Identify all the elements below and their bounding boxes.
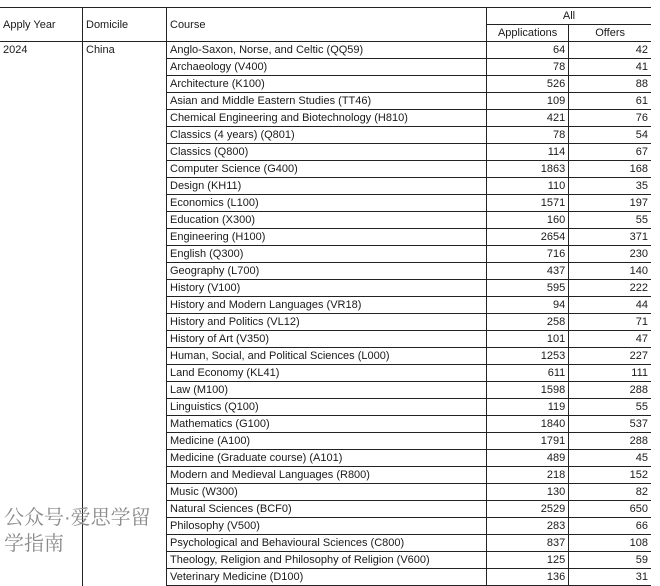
- domicile-cell: [83, 399, 167, 416]
- domicile-cell: [83, 263, 167, 280]
- course-cell: Asian and Middle Eastern Studies (TT46): [167, 93, 487, 110]
- applications-cell: 716: [487, 246, 569, 263]
- table-row: [0, 467, 651, 484]
- applications-cell: 1840: [487, 416, 569, 433]
- apply-year-cell: [0, 484, 83, 501]
- apply-year-cell: [0, 93, 83, 110]
- table-row: [0, 195, 651, 212]
- table-row: [0, 212, 651, 229]
- table-body: [0, 42, 651, 586]
- applications-cell: 94: [487, 297, 569, 314]
- applications-cell: 1571: [487, 195, 569, 212]
- course-cell: Anglo-Saxon, Norse, and Celtic (QQ59): [167, 42, 487, 59]
- applications-cell: 611: [487, 365, 569, 382]
- header-applications: Applications: [487, 25, 569, 42]
- applications-cell: 101: [487, 331, 569, 348]
- table-row: [0, 263, 651, 280]
- course-cell: Land Economy (KL41): [167, 365, 487, 382]
- table-row: [0, 178, 651, 195]
- offers-cell: 71: [569, 314, 651, 331]
- applications-cell: 258: [487, 314, 569, 331]
- apply-year-cell: [0, 569, 83, 586]
- domicile-cell: [83, 331, 167, 348]
- apply-year-cell: [0, 382, 83, 399]
- applications-cell: 526: [487, 76, 569, 93]
- course-cell: Linguistics (Q100): [167, 399, 487, 416]
- course-cell: Medicine (Graduate course) (A101): [167, 450, 487, 467]
- domicile-cell: [83, 127, 167, 144]
- applications-cell: 78: [487, 59, 569, 76]
- offers-cell: 230: [569, 246, 651, 263]
- offers-cell: 35: [569, 178, 651, 195]
- apply-year-cell: 2024: [0, 42, 83, 59]
- course-cell: History and Modern Languages (VR18): [167, 297, 487, 314]
- header-course: Course: [167, 8, 487, 42]
- offers-cell: 47: [569, 331, 651, 348]
- offers-cell: 67: [569, 144, 651, 161]
- table-row: [0, 501, 651, 518]
- course-cell: Modern and Medieval Languages (R800): [167, 467, 487, 484]
- apply-year-cell: [0, 501, 83, 518]
- applications-cell: 837: [487, 535, 569, 552]
- table-row: [0, 331, 651, 348]
- apply-year-cell: [0, 59, 83, 76]
- applications-cell: 119: [487, 399, 569, 416]
- domicile-cell: [83, 450, 167, 467]
- course-cell: Veterinary Medicine (D100): [167, 569, 487, 586]
- table-row: [0, 42, 651, 59]
- course-cell: Education (X300): [167, 212, 487, 229]
- domicile-cell: [83, 144, 167, 161]
- apply-year-cell: [0, 348, 83, 365]
- course-cell: Computer Science (G400): [167, 161, 487, 178]
- course-cell: Classics (4 years) (Q801): [167, 127, 487, 144]
- applications-cell: 437: [487, 263, 569, 280]
- offers-cell: 222: [569, 280, 651, 297]
- apply-year-cell: [0, 263, 83, 280]
- domicile-cell: [83, 314, 167, 331]
- domicile-cell: [83, 93, 167, 110]
- applications-cell: 109: [487, 93, 569, 110]
- offers-cell: 42: [569, 42, 651, 59]
- offers-cell: 55: [569, 212, 651, 229]
- apply-year-cell: [0, 314, 83, 331]
- apply-year-cell: [0, 280, 83, 297]
- domicile-cell: China: [83, 42, 167, 59]
- table-row: [0, 144, 651, 161]
- course-cell: Geography (L700): [167, 263, 487, 280]
- table-row: [0, 297, 651, 314]
- domicile-cell: [83, 212, 167, 229]
- offers-cell: 111: [569, 365, 651, 382]
- offers-cell: 59: [569, 552, 651, 569]
- applications-cell: 595: [487, 280, 569, 297]
- table-row: [0, 110, 651, 127]
- apply-year-cell: [0, 535, 83, 552]
- apply-year-cell: [0, 110, 83, 127]
- applications-cell: 1598: [487, 382, 569, 399]
- domicile-cell: [83, 416, 167, 433]
- course-cell: Human, Social, and Political Sciences (L000): [167, 348, 487, 365]
- course-cell: Mathematics (G100): [167, 416, 487, 433]
- offers-cell: 288: [569, 382, 651, 399]
- table-row: [0, 552, 651, 569]
- table-row: [0, 348, 651, 365]
- apply-year-cell: [0, 331, 83, 348]
- course-cell: History and Politics (VL12): [167, 314, 487, 331]
- course-cell: Philosophy (V500): [167, 518, 487, 535]
- table-row: [0, 535, 651, 552]
- course-cell: Medicine (A100): [167, 433, 487, 450]
- apply-year-cell: [0, 178, 83, 195]
- offers-cell: 61: [569, 93, 651, 110]
- course-cell: Economics (L100): [167, 195, 487, 212]
- domicile-cell: [83, 484, 167, 501]
- course-cell: Classics (Q800): [167, 144, 487, 161]
- offers-cell: 108: [569, 535, 651, 552]
- offers-cell: 88: [569, 76, 651, 93]
- table-row: [0, 246, 651, 263]
- applications-cell: 160: [487, 212, 569, 229]
- applications-cell: 489: [487, 450, 569, 467]
- header-offers: Offers: [569, 25, 651, 42]
- domicile-cell: [83, 76, 167, 93]
- table-row: [0, 314, 651, 331]
- offers-cell: 650: [569, 501, 651, 518]
- applications-cell: 110: [487, 178, 569, 195]
- domicile-cell: [83, 535, 167, 552]
- table-row: [0, 382, 651, 399]
- applications-cell: 421: [487, 110, 569, 127]
- apply-year-cell: [0, 552, 83, 569]
- offers-cell: 152: [569, 467, 651, 484]
- admissions-table: [0, 7, 651, 586]
- apply-year-cell: [0, 297, 83, 314]
- domicile-cell: [83, 382, 167, 399]
- domicile-cell: [83, 467, 167, 484]
- applications-cell: 1791: [487, 433, 569, 450]
- apply-year-cell: [0, 229, 83, 246]
- course-cell: English (Q300): [167, 246, 487, 263]
- applications-cell: 2529: [487, 501, 569, 518]
- table-row: [0, 433, 651, 450]
- offers-cell: 41: [569, 59, 651, 76]
- apply-year-cell: [0, 433, 83, 450]
- apply-year-cell: [0, 212, 83, 229]
- offers-cell: 168: [569, 161, 651, 178]
- apply-year-cell: [0, 161, 83, 178]
- offers-cell: 66: [569, 518, 651, 535]
- apply-year-cell: [0, 246, 83, 263]
- table-row: [0, 93, 651, 110]
- table-row: [0, 76, 651, 93]
- header-all: All: [487, 8, 652, 25]
- course-cell: History of Art (V350): [167, 331, 487, 348]
- course-cell: Theology, Religion and Philosophy of Religion (V600): [167, 552, 487, 569]
- table-row: [0, 569, 651, 586]
- header-domicile: Domicile: [83, 8, 167, 42]
- table-row: [0, 161, 651, 178]
- applications-cell: 2654: [487, 229, 569, 246]
- applications-cell: 114: [487, 144, 569, 161]
- domicile-cell: [83, 501, 167, 518]
- domicile-cell: [83, 161, 167, 178]
- table-row: [0, 127, 651, 144]
- course-cell: Design (KH11): [167, 178, 487, 195]
- offers-cell: 371: [569, 229, 651, 246]
- table-row: [0, 484, 651, 501]
- offers-cell: 197: [569, 195, 651, 212]
- domicile-cell: [83, 365, 167, 382]
- applications-cell: 125: [487, 552, 569, 569]
- offers-cell: 227: [569, 348, 651, 365]
- apply-year-cell: [0, 195, 83, 212]
- table-row: [0, 365, 651, 382]
- watermark: 公众号·爱思学留学指南: [4, 507, 151, 555]
- apply-year-cell: [0, 450, 83, 467]
- offers-cell: 31: [569, 569, 651, 586]
- domicile-cell: [83, 59, 167, 76]
- apply-year-cell: [0, 365, 83, 382]
- table-row: [0, 280, 651, 297]
- domicile-cell: [83, 246, 167, 263]
- domicile-cell: [83, 518, 167, 535]
- offers-cell: 45: [569, 450, 651, 467]
- table-row: [0, 518, 651, 535]
- applications-cell: 136: [487, 569, 569, 586]
- course-cell: Music (W300): [167, 484, 487, 501]
- applications-cell: 1253: [487, 348, 569, 365]
- header-apply-year: Apply Year: [0, 8, 83, 42]
- apply-year-cell: [0, 127, 83, 144]
- course-cell: Chemical Engineering and Biotechnology (H810): [167, 110, 487, 127]
- domicile-cell: [83, 552, 167, 569]
- applications-cell: 130: [487, 484, 569, 501]
- apply-year-cell: [0, 399, 83, 416]
- offers-cell: 54: [569, 127, 651, 144]
- applications-cell: 218: [487, 467, 569, 484]
- domicile-cell: [83, 297, 167, 314]
- apply-year-cell: [0, 467, 83, 484]
- course-cell: Law (M100): [167, 382, 487, 399]
- domicile-cell: [83, 229, 167, 246]
- domicile-cell: [83, 433, 167, 450]
- table-row: [0, 229, 651, 246]
- applications-cell: 78: [487, 127, 569, 144]
- domicile-cell: [83, 110, 167, 127]
- apply-year-cell: [0, 416, 83, 433]
- course-cell: Natural Sciences (BCF0): [167, 501, 487, 518]
- apply-year-cell: [0, 144, 83, 161]
- table-row: [0, 59, 651, 76]
- offers-cell: 55: [569, 399, 651, 416]
- domicile-cell: [83, 348, 167, 365]
- course-cell: Engineering (H100): [167, 229, 487, 246]
- domicile-cell: [83, 280, 167, 297]
- domicile-cell: [83, 195, 167, 212]
- offers-cell: 76: [569, 110, 651, 127]
- apply-year-cell: [0, 76, 83, 93]
- domicile-cell: [83, 178, 167, 195]
- applications-cell: 1863: [487, 161, 569, 178]
- table-row: [0, 450, 651, 467]
- offers-cell: 44: [569, 297, 651, 314]
- table-row: [0, 399, 651, 416]
- course-cell: Psychological and Behavioural Sciences (C800): [167, 535, 487, 552]
- course-cell: History (V100): [167, 280, 487, 297]
- offers-cell: 82: [569, 484, 651, 501]
- applications-cell: 283: [487, 518, 569, 535]
- offers-cell: 288: [569, 433, 651, 450]
- offers-cell: 537: [569, 416, 651, 433]
- table-row: [0, 416, 651, 433]
- apply-year-cell: [0, 518, 83, 535]
- course-cell: Archaeology (V400): [167, 59, 487, 76]
- applications-cell: 64: [487, 42, 569, 59]
- course-cell: Architecture (K100): [167, 76, 487, 93]
- offers-cell: 140: [569, 263, 651, 280]
- domicile-cell: [83, 569, 167, 586]
